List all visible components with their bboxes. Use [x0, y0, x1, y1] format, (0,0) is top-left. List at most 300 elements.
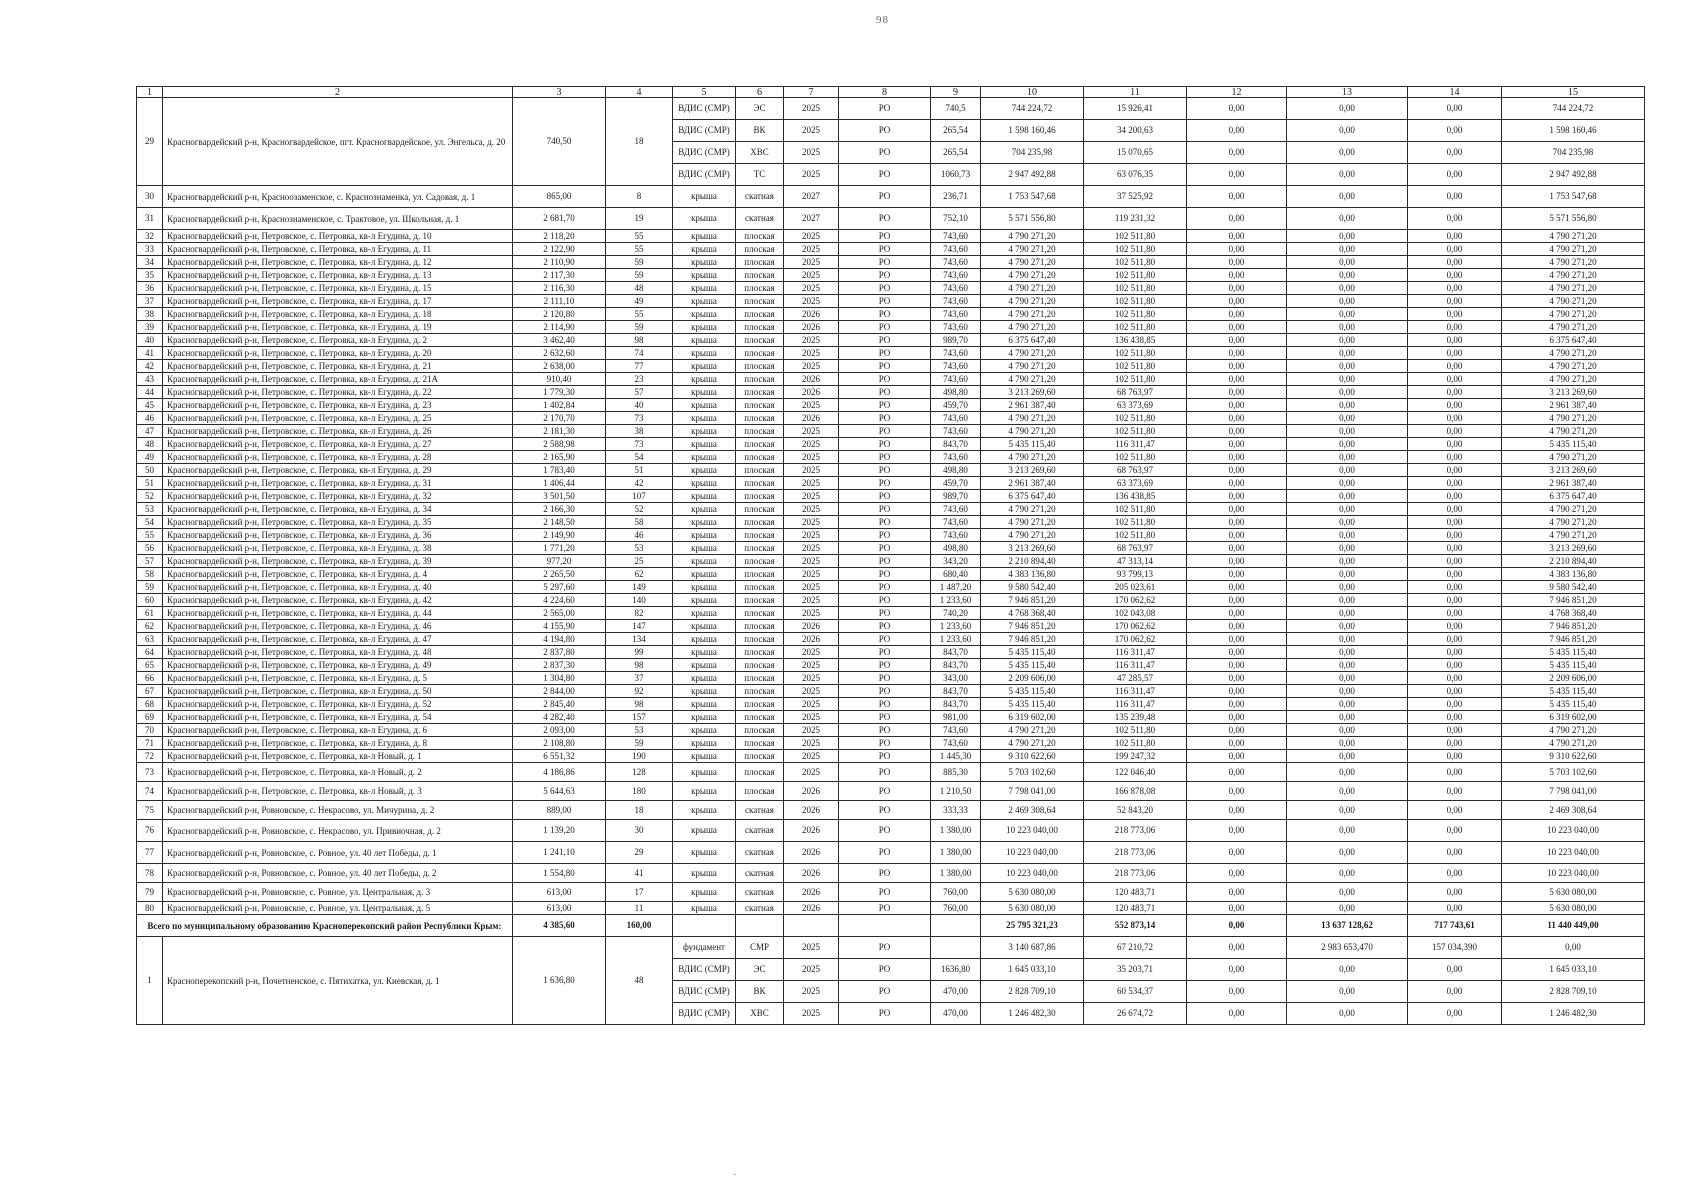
value-t-cell: крыша	[673, 516, 736, 529]
value-c12-cell: 0,00	[1187, 646, 1287, 659]
value-c12-cell: 0,00	[1187, 321, 1287, 334]
work-unit-cell: 67 210,72	[1084, 937, 1187, 959]
value-cost-cell: 10 223 040,00	[981, 820, 1084, 842]
value-c14-cell: 0,00	[1408, 594, 1502, 607]
value-cost-cell: 4 790 271,20	[981, 503, 1084, 516]
value-y-cell: 2025	[784, 607, 839, 620]
work-year-cell: 2025	[784, 164, 839, 186]
value-y-cell: 2025	[784, 477, 839, 490]
value-unit-cell: 102 511,80	[1084, 256, 1187, 269]
value-unit-cell: 218 773,06	[1084, 864, 1187, 883]
value-c12-cell: 0,00	[1187, 360, 1287, 373]
value-c14-cell: 0,00	[1408, 724, 1502, 737]
address-cell: Красногвардейский р-н, Ровновское, с. Ровное, ул. Центральная, д. 5	[163, 902, 513, 915]
value-sz-cell: 236,71	[931, 186, 981, 208]
value-c12-cell: 0,00	[1187, 620, 1287, 633]
address-cell: Красногвардейский р-н, Петровское, с. Петровка, кв-л Егудина, д. 21	[163, 360, 513, 373]
value-s-cell: плоская	[736, 568, 784, 581]
value-c15-cell: 4 790 271,20	[1502, 269, 1645, 282]
value-f-cell: РО	[839, 256, 931, 269]
value-area-cell: 4 186,86	[513, 763, 606, 782]
row-number-cell: 48	[137, 438, 163, 451]
table-row	[137, 659, 1645, 672]
table-row	[137, 186, 1645, 208]
work-sub-cell: ЭС	[736, 98, 784, 120]
value-s-cell: плоская	[736, 737, 784, 750]
value-c15-cell: 4 768 368,40	[1502, 607, 1645, 620]
work-unit-cell: 26 674,72	[1084, 1003, 1187, 1025]
value-sz-cell: 743,60	[931, 321, 981, 334]
value-f-cell: РО	[839, 347, 931, 360]
value-unit-cell: 135 239,48	[1084, 711, 1187, 724]
value-s-cell: плоская	[736, 373, 784, 386]
value-cost-cell: 4 790 271,20	[981, 282, 1084, 295]
value-cost-cell: 7 798 041,00	[981, 782, 1084, 801]
work-c12-cell: 0,00	[1187, 142, 1287, 164]
residents-cell: 48	[606, 937, 673, 1025]
value-s-cell: скатная	[736, 801, 784, 820]
value-cost-cell: 5 435 115,40	[981, 698, 1084, 711]
value-c14-cell: 0,00	[1408, 451, 1502, 464]
value-c13-cell: 0,00	[1287, 711, 1408, 724]
value-cost-cell: 4 790 271,20	[981, 347, 1084, 360]
column-number-cell: 9	[931, 87, 981, 98]
value-c15-cell: 4 790 271,20	[1502, 451, 1645, 464]
value-sz-cell: 743,60	[931, 724, 981, 737]
value-fl-cell: 18	[606, 801, 673, 820]
value-f-cell: РО	[839, 477, 931, 490]
value-c12-cell: 0,00	[1187, 399, 1287, 412]
total-c15-cell: 11 440 449,00	[1502, 915, 1645, 937]
column-number-cell: 13	[1287, 87, 1408, 98]
value-fl-cell: 58	[606, 516, 673, 529]
value-y-cell: 2026	[784, 782, 839, 801]
table-row	[137, 269, 1645, 282]
value-c13-cell: 0,00	[1287, 269, 1408, 282]
column-number-cell: 11	[1084, 87, 1187, 98]
value-cost-cell: 1 753 547,68	[981, 186, 1084, 208]
value-t-cell: крыша	[673, 529, 736, 542]
value-c13-cell: 0,00	[1287, 256, 1408, 269]
value-f-cell: РО	[839, 883, 931, 902]
value-c13-cell: 0,00	[1287, 724, 1408, 737]
value-area-cell: 1 139,20	[513, 820, 606, 842]
value-s-cell: плоская	[736, 542, 784, 555]
value-sz-cell: 1 233,60	[931, 633, 981, 646]
value-area-cell: 1 402,84	[513, 399, 606, 412]
value-area-cell: 1 779,30	[513, 386, 606, 399]
value-s-cell: плоская	[736, 230, 784, 243]
value-c14-cell: 0,00	[1408, 620, 1502, 633]
value-t-cell: крыша	[673, 438, 736, 451]
value-sz-cell: 743,60	[931, 516, 981, 529]
value-c13-cell: 0,00	[1287, 633, 1408, 646]
row-number-cell: 74	[137, 782, 163, 801]
value-c12-cell: 0,00	[1187, 503, 1287, 516]
value-c14-cell: 0,00	[1408, 282, 1502, 295]
row-number-cell: 71	[137, 737, 163, 750]
row-number-cell: 43	[137, 373, 163, 386]
work-c12-cell: 0,00	[1187, 937, 1287, 959]
value-cost-cell: 4 790 271,20	[981, 412, 1084, 425]
total-label-cell: Всего по муниципальному образованию Красноперекопский район Республики Крым:	[137, 915, 513, 937]
value-y-cell: 2025	[784, 334, 839, 347]
work-c14-cell: 0,00	[1408, 120, 1502, 142]
value-s-cell: плоская	[736, 308, 784, 321]
value-c14-cell: 0,00	[1408, 295, 1502, 308]
value-c14-cell: 0,00	[1408, 698, 1502, 711]
value-f-cell: РО	[839, 308, 931, 321]
value-c13-cell: 0,00	[1287, 464, 1408, 477]
value-cost-cell: 4 790 271,20	[981, 529, 1084, 542]
value-unit-cell: 120 483,71	[1084, 902, 1187, 915]
value-sz-cell: 743,60	[931, 529, 981, 542]
value-fl-cell: 17	[606, 883, 673, 902]
value-y-cell: 2025	[784, 529, 839, 542]
table-row	[137, 820, 1645, 842]
value-y-cell: 2026	[784, 386, 839, 399]
value-unit-cell: 68 763,97	[1084, 542, 1187, 555]
value-c15-cell: 2 210 894,40	[1502, 555, 1645, 568]
address-cell: Красногвардейский р-н, Петровское, с. Петровка, кв-л Егудина, д. 15	[163, 282, 513, 295]
table-row	[137, 451, 1645, 464]
value-fl-cell: 98	[606, 698, 673, 711]
value-f-cell: РО	[839, 412, 931, 425]
value-unit-cell: 102 511,80	[1084, 503, 1187, 516]
row-number-cell: 34	[137, 256, 163, 269]
row-number-cell: 35	[137, 269, 163, 282]
column-number-cell: 7	[784, 87, 839, 98]
value-area-cell: 2 108,80	[513, 737, 606, 750]
work-sub-cell: СМР	[736, 937, 784, 959]
value-c14-cell: 0,00	[1408, 186, 1502, 208]
work-unit-cell: 34 200,63	[1084, 120, 1187, 142]
value-area-cell: 2 149,90	[513, 529, 606, 542]
value-c15-cell: 4 790 271,20	[1502, 282, 1645, 295]
value-y-cell: 2025	[784, 256, 839, 269]
value-fl-cell: 149	[606, 581, 673, 594]
table-row	[137, 724, 1645, 737]
value-f-cell: РО	[839, 464, 931, 477]
value-sz-cell: 1 487,20	[931, 581, 981, 594]
table-row	[137, 737, 1645, 750]
column-number-cell: 2	[163, 87, 513, 98]
value-s-cell: плоская	[736, 555, 784, 568]
value-sz-cell: 1 380,00	[931, 864, 981, 883]
value-c15-cell: 5 435 115,40	[1502, 659, 1645, 672]
work-type-cell: ВДИС (СМР)	[673, 981, 736, 1003]
address-cell: Красногвардейский р-н, Петровское, с. Петровка, кв-л Егудина, д. 5	[163, 672, 513, 685]
value-y-cell: 2025	[784, 542, 839, 555]
value-sz-cell: 843,70	[931, 685, 981, 698]
value-y-cell: 2025	[784, 282, 839, 295]
address-cell: Красноперекопский р-н, Почетненское, с. Пятихатка, ул. Киевская, д. 1	[163, 937, 513, 1025]
value-f-cell: РО	[839, 269, 931, 282]
work-size-cell: 470,00	[931, 1003, 981, 1025]
value-f-cell: РО	[839, 711, 931, 724]
value-area-cell: 1 241,10	[513, 842, 606, 864]
value-unit-cell: 136 438,85	[1084, 334, 1187, 347]
value-sz-cell: 680,40	[931, 568, 981, 581]
value-cost-cell: 9 310 622,60	[981, 750, 1084, 763]
value-c14-cell: 0,00	[1408, 230, 1502, 243]
value-fl-cell: 48	[606, 282, 673, 295]
table-row	[137, 360, 1645, 373]
value-y-cell: 2025	[784, 360, 839, 373]
row-number-cell: 44	[137, 386, 163, 399]
address-cell: Красногвардейский р-н, Петровское, с. Петровка, кв-л Егудина, д. 4	[163, 568, 513, 581]
work-form-cell: РО	[839, 937, 931, 959]
value-s-cell: скатная	[736, 883, 784, 902]
value-y-cell: 2025	[784, 425, 839, 438]
value-f-cell: РО	[839, 373, 931, 386]
value-c14-cell: 0,00	[1408, 555, 1502, 568]
value-fl-cell: 134	[606, 633, 673, 646]
value-cost-cell: 3 213 269,60	[981, 464, 1084, 477]
value-c13-cell: 0,00	[1287, 295, 1408, 308]
value-sz-cell: 989,70	[931, 334, 981, 347]
row-number-cell: 47	[137, 425, 163, 438]
value-c15-cell: 7 946 851,20	[1502, 594, 1645, 607]
value-fl-cell: 73	[606, 438, 673, 451]
value-sz-cell: 743,60	[931, 256, 981, 269]
value-s-cell: плоская	[736, 620, 784, 633]
value-c12-cell: 0,00	[1187, 334, 1287, 347]
value-s-cell: плоская	[736, 321, 784, 334]
value-unit-cell: 47 313,14	[1084, 555, 1187, 568]
value-sz-cell: 743,60	[931, 230, 981, 243]
address-cell: Красногвардейский р-н, Петровское, с. Петровка, кв-л Егудина, д. 28	[163, 451, 513, 464]
value-cost-cell: 6 375 647,40	[981, 490, 1084, 503]
value-area-cell: 2 170,70	[513, 412, 606, 425]
value-cost-cell: 2 210 894,40	[981, 555, 1084, 568]
value-y-cell: 2026	[784, 864, 839, 883]
value-cost-cell: 7 946 851,20	[981, 594, 1084, 607]
value-c15-cell: 7 946 851,20	[1502, 620, 1645, 633]
value-c13-cell: 0,00	[1287, 243, 1408, 256]
work-cost-cell: 1 598 160,46	[981, 120, 1084, 142]
address-cell: Красногвардейский р-н, Петровское, с. Петровка, кв-л Егудина, д. 13	[163, 269, 513, 282]
value-s-cell: скатная	[736, 902, 784, 915]
value-fl-cell: 59	[606, 256, 673, 269]
value-area-cell: 2 565,00	[513, 607, 606, 620]
value-cost-cell: 9 580 542,40	[981, 581, 1084, 594]
value-fl-cell: 98	[606, 334, 673, 347]
value-fl-cell: 53	[606, 724, 673, 737]
value-fl-cell: 55	[606, 308, 673, 321]
work-c15-cell: 1 598 160,46	[1502, 120, 1645, 142]
value-y-cell: 2025	[784, 269, 839, 282]
value-f-cell: РО	[839, 763, 931, 782]
row-number-cell: 70	[137, 724, 163, 737]
table-row	[137, 883, 1645, 902]
value-s-cell: скатная	[736, 208, 784, 230]
table-row	[137, 464, 1645, 477]
value-s-cell: плоская	[736, 347, 784, 360]
empty-cell	[736, 915, 784, 937]
value-s-cell: плоская	[736, 672, 784, 685]
value-c12-cell: 0,00	[1187, 412, 1287, 425]
row-number-cell: 57	[137, 555, 163, 568]
value-s-cell: плоская	[736, 750, 784, 763]
value-c15-cell: 9 310 622,60	[1502, 750, 1645, 763]
value-area-cell: 1 783,40	[513, 464, 606, 477]
value-f-cell: РО	[839, 542, 931, 555]
value-c14-cell: 0,00	[1408, 633, 1502, 646]
value-unit-cell: 102 511,80	[1084, 724, 1187, 737]
address-cell: Красногвардейский р-н, Петровское, с. Петровка, кв-л Егудина, д. 2	[163, 334, 513, 347]
value-fl-cell: 52	[606, 503, 673, 516]
value-area-cell: 1 304,80	[513, 672, 606, 685]
value-sz-cell: 459,70	[931, 399, 981, 412]
value-c14-cell: 0,00	[1408, 659, 1502, 672]
value-f-cell: РО	[839, 503, 931, 516]
value-fl-cell: 77	[606, 360, 673, 373]
column-number-cell: 3	[513, 87, 606, 98]
value-fl-cell: 55	[606, 230, 673, 243]
work-type-cell: ВДИС (СМР)	[673, 164, 736, 186]
value-c15-cell: 3 213 269,60	[1502, 464, 1645, 477]
value-y-cell: 2025	[784, 438, 839, 451]
value-area-cell: 2 588,98	[513, 438, 606, 451]
value-area-cell: 977,20	[513, 555, 606, 568]
value-c14-cell: 0,00	[1408, 321, 1502, 334]
value-c14-cell: 0,00	[1408, 308, 1502, 321]
value-c14-cell: 0,00	[1408, 399, 1502, 412]
value-f-cell: РО	[839, 516, 931, 529]
value-c12-cell: 0,00	[1187, 902, 1287, 915]
value-y-cell: 2025	[784, 698, 839, 711]
row-number-cell: 73	[137, 763, 163, 782]
area-cell: 1 636,80	[513, 937, 606, 1025]
row-number-cell: 68	[137, 698, 163, 711]
work-c13-cell: 0,00	[1287, 1003, 1408, 1025]
value-c14-cell: 0,00	[1408, 542, 1502, 555]
value-t-cell: крыша	[673, 842, 736, 864]
value-t-cell: крыша	[673, 230, 736, 243]
value-y-cell: 2025	[784, 685, 839, 698]
value-fl-cell: 59	[606, 321, 673, 334]
value-t-cell: крыша	[673, 477, 736, 490]
value-c12-cell: 0,00	[1187, 607, 1287, 620]
value-c12-cell: 0,00	[1187, 386, 1287, 399]
area-cell: 740,50	[513, 98, 606, 186]
address-cell: Красногвардейский р-н, Петровское, с. Петровка, кв-л Егудина, д. 44	[163, 607, 513, 620]
value-c14-cell: 0,00	[1408, 902, 1502, 915]
value-c12-cell: 0,00	[1187, 529, 1287, 542]
value-s-cell: плоская	[736, 685, 784, 698]
value-unit-cell: 68 763,97	[1084, 464, 1187, 477]
value-c12-cell: 0,00	[1187, 451, 1287, 464]
value-s-cell: плоская	[736, 464, 784, 477]
work-c14-cell: 0,00	[1408, 981, 1502, 1003]
work-c13-cell: 0,00	[1287, 164, 1408, 186]
table-row	[137, 937, 1645, 959]
value-unit-cell: 102 511,80	[1084, 516, 1187, 529]
value-c15-cell: 5 630 080,00	[1502, 902, 1645, 915]
value-f-cell: РО	[839, 620, 931, 633]
value-fl-cell: 107	[606, 490, 673, 503]
value-unit-cell: 52 843,20	[1084, 801, 1187, 820]
work-unit-cell: 35 203,71	[1084, 959, 1187, 981]
value-c13-cell: 0,00	[1287, 864, 1408, 883]
value-c12-cell: 0,00	[1187, 243, 1287, 256]
value-c15-cell: 4 790 271,20	[1502, 425, 1645, 438]
value-area-cell: 4 155,90	[513, 620, 606, 633]
value-c14-cell: 0,00	[1408, 842, 1502, 864]
value-t-cell: крыша	[673, 724, 736, 737]
total-cost-cell: 25 795 321,23	[981, 915, 1084, 937]
value-c12-cell: 0,00	[1187, 477, 1287, 490]
value-unit-cell: 68 763,97	[1084, 386, 1187, 399]
residents-cell: 18	[606, 98, 673, 186]
value-fl-cell: 25	[606, 555, 673, 568]
work-form-cell: РО	[839, 959, 931, 981]
value-c13-cell: 0,00	[1287, 782, 1408, 801]
value-sz-cell: 743,60	[931, 412, 981, 425]
value-y-cell: 2026	[784, 801, 839, 820]
value-c15-cell: 10 223 040,00	[1502, 842, 1645, 864]
value-c14-cell: 0,00	[1408, 334, 1502, 347]
value-fl-cell: 99	[606, 646, 673, 659]
value-sz-cell: 752,10	[931, 208, 981, 230]
row-number-cell: 1	[137, 937, 163, 1025]
value-c13-cell: 0,00	[1287, 451, 1408, 464]
value-f-cell: РО	[839, 782, 931, 801]
address-cell: Красногвардейский р-н, Петровское, с. Петровка, кв-л Егудина, д. 39	[163, 555, 513, 568]
value-fl-cell: 140	[606, 594, 673, 607]
address-cell: Красногвардейский р-н, Петровское, с. Петровка, кв-л Егудина, д. 6	[163, 724, 513, 737]
table-row	[137, 386, 1645, 399]
value-t-cell: крыша	[673, 282, 736, 295]
value-sz-cell: 333,33	[931, 801, 981, 820]
table-row	[137, 243, 1645, 256]
empty-cell	[931, 915, 981, 937]
value-c12-cell: 0,00	[1187, 594, 1287, 607]
value-sz-cell: 843,70	[931, 438, 981, 451]
row-number-cell: 64	[137, 646, 163, 659]
value-cost-cell: 4 790 271,20	[981, 737, 1084, 750]
address-cell: Красногвардейский р-н, Петровское, с. Петровка, кв-л Егудина, д. 40	[163, 581, 513, 594]
value-cost-cell: 5 435 115,40	[981, 646, 1084, 659]
value-c15-cell: 7 798 041,00	[1502, 782, 1645, 801]
row-number-cell: 78	[137, 864, 163, 883]
value-cost-cell: 4 790 271,20	[981, 321, 1084, 334]
work-c15-cell: 744 224,72	[1502, 98, 1645, 120]
value-unit-cell: 102 511,80	[1084, 347, 1187, 360]
value-area-cell: 3 462,40	[513, 334, 606, 347]
value-sz-cell: 760,00	[931, 902, 981, 915]
value-area-cell: 2 837,30	[513, 659, 606, 672]
value-t-cell: крыша	[673, 256, 736, 269]
row-number-cell: 66	[137, 672, 163, 685]
work-c15-cell: 1 246 482,30	[1502, 1003, 1645, 1025]
value-s-cell: плоская	[736, 503, 784, 516]
value-c12-cell: 0,00	[1187, 568, 1287, 581]
value-c15-cell: 2 469 308,64	[1502, 801, 1645, 820]
value-t-cell: крыша	[673, 672, 736, 685]
value-y-cell: 2027	[784, 186, 839, 208]
value-c12-cell: 0,00	[1187, 269, 1287, 282]
value-area-cell: 2 117,30	[513, 269, 606, 282]
value-c14-cell: 0,00	[1408, 672, 1502, 685]
address-cell: Красногвардейский р-н, Петровское, с. Петровка, кв-л Егудина, д. 26	[163, 425, 513, 438]
value-y-cell: 2025	[784, 659, 839, 672]
value-c15-cell: 5 435 115,40	[1502, 438, 1645, 451]
value-unit-cell: 116 311,47	[1084, 659, 1187, 672]
value-c12-cell: 0,00	[1187, 282, 1287, 295]
value-t-cell: крыша	[673, 412, 736, 425]
